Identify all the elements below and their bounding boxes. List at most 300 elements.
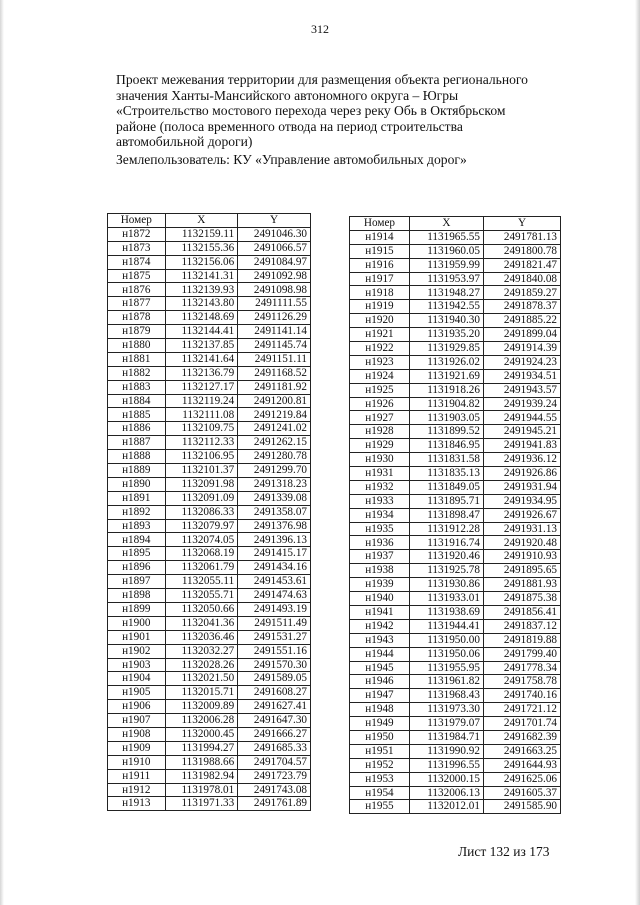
heading-line: районе (полоса временного отвода на период строительства [116, 118, 463, 134]
x-coordinate-cell: 1132006.28 [165, 714, 238, 728]
y-coordinate-cell: 2491701.74 [483, 717, 560, 731]
point-number-cell: н1936 [350, 536, 410, 550]
point-number-cell: н1946 [350, 675, 410, 689]
x-coordinate-cell: 1131955.95 [409, 661, 483, 675]
table-row [108, 783, 311, 797]
y-coordinate-cell: 2491241.02 [238, 422, 311, 436]
y-coordinate-cell: 2491926.86 [483, 467, 560, 481]
point-number-cell: н1918 [350, 286, 410, 300]
y-coordinate-cell: 2491939.24 [483, 397, 560, 411]
point-number-cell: н1938 [350, 564, 410, 578]
y-coordinate-cell: 2491111.55 [238, 297, 311, 311]
point-number-cell: н1888 [108, 450, 166, 464]
table-row [350, 439, 561, 453]
table-row [350, 480, 561, 494]
y-coordinate-cell: 2491126.29 [238, 311, 311, 325]
document-heading [116, 72, 576, 168]
table-row [108, 644, 311, 658]
table-row [108, 602, 311, 616]
table-row [350, 786, 561, 800]
point-number-cell: н1939 [350, 578, 410, 592]
y-coordinate-cell: 2491145.74 [238, 339, 311, 353]
x-coordinate-cell: 1131899.52 [409, 425, 483, 439]
y-coordinate-cell: 2491151.11 [238, 352, 311, 366]
y-coordinate-cell: 2491881.93 [483, 578, 560, 592]
table-row [108, 561, 311, 575]
x-coordinate-cell: 1132137.85 [165, 339, 238, 353]
table-row [108, 283, 311, 297]
x-coordinate-cell: 1132074.05 [165, 533, 238, 547]
point-number-cell: н1920 [350, 314, 410, 328]
x-coordinate-cell: 1131930.86 [409, 578, 483, 592]
point-number-cell: н1895 [108, 547, 166, 561]
header-x: X [409, 217, 483, 231]
y-coordinate-cell: 2491895.65 [483, 564, 560, 578]
table-row [108, 714, 311, 728]
table-row [108, 755, 311, 769]
point-number-cell: н1953 [350, 772, 410, 786]
point-number-cell: н1932 [350, 480, 410, 494]
table-row [350, 258, 561, 272]
point-number-cell: н1917 [350, 272, 410, 286]
y-coordinate-cell: 2491936.12 [483, 453, 560, 467]
table-row [108, 769, 311, 783]
y-coordinate-cell: 2491931.13 [483, 522, 560, 536]
point-number-cell: н1882 [108, 366, 166, 380]
x-coordinate-cell: 1131948.27 [409, 286, 483, 300]
table-row [350, 522, 561, 536]
point-number-cell: н1908 [108, 727, 166, 741]
point-number-cell: н1924 [350, 369, 410, 383]
x-coordinate-cell: 1131979.07 [409, 717, 483, 731]
heading-line: автомобильной дороги) [116, 134, 253, 150]
x-coordinate-cell: 1131960.05 [409, 244, 483, 258]
table-row [108, 797, 311, 811]
x-coordinate-cell: 1132086.33 [165, 505, 238, 519]
table-row [108, 450, 311, 464]
point-number-cell: н1872 [108, 227, 166, 241]
point-number-cell: н1891 [108, 491, 166, 505]
y-coordinate-cell: 2491066.57 [238, 241, 311, 255]
point-number-cell: н1949 [350, 717, 410, 731]
point-number-cell: н1909 [108, 741, 166, 755]
table-header-row [108, 214, 311, 228]
x-coordinate-cell: 1131912.28 [409, 522, 483, 536]
x-coordinate-cell: 1131944.41 [409, 619, 483, 633]
y-coordinate-cell: 2491299.70 [238, 464, 311, 478]
table-row [350, 689, 561, 703]
point-number-cell: н1950 [350, 730, 410, 744]
point-number-cell: н1919 [350, 300, 410, 314]
x-coordinate-cell: 1132091.09 [165, 491, 238, 505]
y-coordinate-cell: 2491723.79 [238, 769, 311, 783]
y-coordinate-cell: 2491800.78 [483, 244, 560, 258]
header-x: X [165, 214, 238, 228]
y-coordinate-cell: 2491856.41 [483, 605, 560, 619]
point-number-cell: н1881 [108, 352, 166, 366]
x-coordinate-cell: 1131926.02 [409, 355, 483, 369]
y-coordinate-cell: 2491318.23 [238, 477, 311, 491]
x-coordinate-cell: 1131982.94 [165, 769, 238, 783]
header-number: Номер [108, 214, 166, 228]
x-coordinate-cell: 1132112.33 [165, 436, 238, 450]
point-number-cell: н1925 [350, 383, 410, 397]
table-row [350, 772, 561, 786]
table-row [108, 700, 311, 714]
y-coordinate-cell: 2491924.23 [483, 355, 560, 369]
point-number-cell: н1935 [350, 522, 410, 536]
table-row [108, 533, 311, 547]
x-coordinate-cell: 1131984.71 [409, 730, 483, 744]
y-coordinate-cell: 2491704.57 [238, 755, 311, 769]
table-row [350, 397, 561, 411]
y-coordinate-cell: 2491682.39 [483, 730, 560, 744]
point-number-cell: н1874 [108, 255, 166, 269]
y-coordinate-cell: 2491280.78 [238, 450, 311, 464]
point-number-cell: н1954 [350, 786, 410, 800]
point-number-cell: н1890 [108, 477, 166, 491]
x-coordinate-cell: 1132012.01 [409, 800, 483, 814]
point-number-cell: н1930 [350, 453, 410, 467]
y-coordinate-cell: 2491396.13 [238, 533, 311, 547]
point-number-cell: н1940 [350, 592, 410, 606]
point-number-cell: н1947 [350, 689, 410, 703]
point-number-cell: н1892 [108, 505, 166, 519]
x-coordinate-cell: 1131849.05 [409, 480, 483, 494]
x-coordinate-cell: 1131950.06 [409, 647, 483, 661]
point-number-cell: н1887 [108, 436, 166, 450]
x-coordinate-cell: 1132006.13 [409, 786, 483, 800]
y-coordinate-cell: 2491219.84 [238, 408, 311, 422]
table-row [108, 464, 311, 478]
y-coordinate-cell: 2491878.37 [483, 300, 560, 314]
table-row [108, 741, 311, 755]
x-coordinate-cell: 1132141.64 [165, 352, 238, 366]
point-number-cell: н1904 [108, 672, 166, 686]
x-coordinate-cell: 1132041.36 [165, 616, 238, 630]
point-number-cell: н1937 [350, 550, 410, 564]
x-coordinate-cell: 1132159.11 [165, 227, 238, 241]
table-row [108, 575, 311, 589]
x-coordinate-cell: 1132148.69 [165, 311, 238, 325]
table-row [350, 272, 561, 286]
x-coordinate-cell: 1132000.15 [409, 772, 483, 786]
land-user-line: Землепользователь: КУ «Управление автомобильных дорог» [116, 151, 467, 167]
table-row [350, 564, 561, 578]
y-coordinate-cell: 2491046.30 [238, 227, 311, 241]
y-coordinate-cell: 2491934.95 [483, 494, 560, 508]
y-coordinate-cell: 2491910.93 [483, 550, 560, 564]
table-row [350, 661, 561, 675]
point-number-cell: н1912 [108, 783, 166, 797]
x-coordinate-cell: 1131988.66 [165, 755, 238, 769]
header-y: Y [238, 214, 311, 228]
point-number-cell: н1942 [350, 619, 410, 633]
point-number-cell: н1916 [350, 258, 410, 272]
y-coordinate-cell: 2491799.40 [483, 647, 560, 661]
x-coordinate-cell: 1132036.46 [165, 630, 238, 644]
y-coordinate-cell: 2491647.30 [238, 714, 311, 728]
table-row [350, 703, 561, 717]
point-number-cell: н1883 [108, 380, 166, 394]
table-row [350, 744, 561, 758]
x-coordinate-cell: 1132111.08 [165, 408, 238, 422]
table-row [350, 508, 561, 522]
x-coordinate-cell: 1131918.26 [409, 383, 483, 397]
y-coordinate-cell: 2491644.93 [483, 758, 560, 772]
table-row [108, 422, 311, 436]
x-coordinate-cell: 1131990.92 [409, 744, 483, 758]
sheet-footer: Лист 132 из 173 [458, 844, 550, 859]
x-coordinate-cell: 1131835.13 [409, 467, 483, 481]
table-row [108, 325, 311, 339]
table-row [350, 425, 561, 439]
x-coordinate-cell: 1131959.99 [409, 258, 483, 272]
y-coordinate-cell: 2491415.17 [238, 547, 311, 561]
point-number-cell: н1897 [108, 575, 166, 589]
x-coordinate-cell: 1131921.69 [409, 369, 483, 383]
table-row [350, 383, 561, 397]
table-row [108, 241, 311, 255]
x-coordinate-cell: 1131895.71 [409, 494, 483, 508]
y-coordinate-cell: 2491926.67 [483, 508, 560, 522]
point-number-cell: н1911 [108, 769, 166, 783]
y-coordinate-cell: 2491585.90 [483, 800, 560, 814]
y-coordinate-cell: 2491934.51 [483, 369, 560, 383]
x-coordinate-cell: 1131965.55 [409, 230, 483, 244]
table-row [350, 605, 561, 619]
x-coordinate-cell: 1132139.93 [165, 283, 238, 297]
y-coordinate-cell: 2491761.89 [238, 797, 311, 811]
point-number-cell: н1941 [350, 605, 410, 619]
y-coordinate-cell: 2491358.07 [238, 505, 311, 519]
table-row [350, 550, 561, 564]
point-number-cell: н1889 [108, 464, 166, 478]
y-coordinate-cell: 2491092.98 [238, 269, 311, 283]
point-number-cell: н1915 [350, 244, 410, 258]
y-coordinate-cell: 2491666.27 [238, 727, 311, 741]
point-number-cell: н1934 [350, 508, 410, 522]
x-coordinate-cell: 1131933.01 [409, 592, 483, 606]
y-coordinate-cell: 2491625.06 [483, 772, 560, 786]
point-number-cell: н1898 [108, 589, 166, 603]
heading-line: «Строительство мостового перехода через реку Обь в Октябрьском [116, 103, 506, 119]
y-coordinate-cell: 2491627.41 [238, 700, 311, 714]
table-row [108, 269, 311, 283]
y-coordinate-cell: 2491511.49 [238, 616, 311, 630]
table-row [108, 491, 311, 505]
table-row [108, 339, 311, 353]
x-coordinate-cell: 1131942.55 [409, 300, 483, 314]
point-number-cell: н1894 [108, 533, 166, 547]
y-coordinate-cell: 2491945.21 [483, 425, 560, 439]
x-coordinate-cell: 1132068.19 [165, 547, 238, 561]
coordinates-table-left [107, 213, 311, 811]
y-coordinate-cell: 2491721.12 [483, 703, 560, 717]
table-row [350, 328, 561, 342]
y-coordinate-cell: 2491589.05 [238, 672, 311, 686]
heading-line: значения Ханты-Мансийского автономного округа – Югры [116, 87, 459, 103]
table-row [350, 717, 561, 731]
y-coordinate-cell: 2491200.81 [238, 394, 311, 408]
point-number-cell: н1913 [108, 797, 166, 811]
y-coordinate-cell: 2491920.48 [483, 536, 560, 550]
table-row [350, 411, 561, 425]
table-row [108, 311, 311, 325]
table-row [350, 342, 561, 356]
table-row [350, 244, 561, 258]
point-number-cell: н1923 [350, 355, 410, 369]
table-row [108, 255, 311, 269]
x-coordinate-cell: 1132021.50 [165, 672, 238, 686]
page-number: 312 [311, 22, 329, 36]
table-row [108, 672, 311, 686]
coordinates-table-right [349, 216, 561, 814]
y-coordinate-cell: 2491262.15 [238, 436, 311, 450]
x-coordinate-cell: 1132156.06 [165, 255, 238, 269]
table-row [108, 727, 311, 741]
y-coordinate-cell: 2491743.08 [238, 783, 311, 797]
point-number-cell: н1929 [350, 439, 410, 453]
x-coordinate-cell: 1131925.78 [409, 564, 483, 578]
table-row [108, 408, 311, 422]
point-number-cell: н1928 [350, 425, 410, 439]
table-row [108, 366, 311, 380]
table-row [350, 592, 561, 606]
x-coordinate-cell: 1131920.46 [409, 550, 483, 564]
point-number-cell: н1943 [350, 633, 410, 647]
point-number-cell: н1896 [108, 561, 166, 575]
x-coordinate-cell: 1132032.27 [165, 644, 238, 658]
point-number-cell: н1903 [108, 658, 166, 672]
point-number-cell: н1931 [350, 467, 410, 481]
x-coordinate-cell: 1132127.17 [165, 380, 238, 394]
y-coordinate-cell: 2491781.13 [483, 230, 560, 244]
x-coordinate-cell: 1132106.95 [165, 450, 238, 464]
table-row [350, 675, 561, 689]
table-row [350, 230, 561, 244]
y-coordinate-cell: 2491551.16 [238, 644, 311, 658]
point-number-cell: н1878 [108, 311, 166, 325]
table-row [350, 286, 561, 300]
x-coordinate-cell: 1132055.11 [165, 575, 238, 589]
y-coordinate-cell: 2491453.61 [238, 575, 311, 589]
y-coordinate-cell: 2491859.27 [483, 286, 560, 300]
x-coordinate-cell: 1131978.01 [165, 783, 238, 797]
table-row [350, 355, 561, 369]
x-coordinate-cell: 1131971.33 [165, 797, 238, 811]
point-number-cell: н1880 [108, 339, 166, 353]
y-coordinate-cell: 2491840.08 [483, 272, 560, 286]
x-coordinate-cell: 1131938.69 [409, 605, 483, 619]
table-row [350, 730, 561, 744]
point-number-cell: н1905 [108, 686, 166, 700]
y-coordinate-cell: 2491376.98 [238, 519, 311, 533]
y-coordinate-cell: 2491685.33 [238, 741, 311, 755]
table-row [350, 647, 561, 661]
point-number-cell: н1900 [108, 616, 166, 630]
x-coordinate-cell: 1132141.31 [165, 269, 238, 283]
point-number-cell: н1914 [350, 230, 410, 244]
y-coordinate-cell: 2491875.38 [483, 592, 560, 606]
point-number-cell: н1926 [350, 397, 410, 411]
y-coordinate-cell: 2491758.78 [483, 675, 560, 689]
point-number-cell: н1884 [108, 394, 166, 408]
x-coordinate-cell: 1131935.20 [409, 328, 483, 342]
point-number-cell: н1873 [108, 241, 166, 255]
table-row [350, 453, 561, 467]
table-row [108, 589, 311, 603]
x-coordinate-cell: 1132009.89 [165, 700, 238, 714]
table-row [350, 633, 561, 647]
point-number-cell: н1955 [350, 800, 410, 814]
x-coordinate-cell: 1132079.97 [165, 519, 238, 533]
table-row [108, 686, 311, 700]
point-number-cell: н1899 [108, 602, 166, 616]
y-coordinate-cell: 2491434.16 [238, 561, 311, 575]
table-row [108, 630, 311, 644]
x-coordinate-cell: 1131846.95 [409, 439, 483, 453]
x-coordinate-cell: 1131968.43 [409, 689, 483, 703]
scan-edge-left [0, 0, 4, 905]
x-coordinate-cell: 1131940.30 [409, 314, 483, 328]
point-number-cell: н1893 [108, 519, 166, 533]
x-coordinate-cell: 1132136.79 [165, 366, 238, 380]
point-number-cell: н1945 [350, 661, 410, 675]
table-row [108, 547, 311, 561]
point-number-cell: н1921 [350, 328, 410, 342]
y-coordinate-cell: 2491885.22 [483, 314, 560, 328]
scan-edge-right [635, 0, 640, 905]
x-coordinate-cell: 1132144.41 [165, 325, 238, 339]
point-number-cell: н1886 [108, 422, 166, 436]
table-row [350, 467, 561, 481]
header-y: Y [483, 217, 560, 231]
table-row [108, 519, 311, 533]
x-coordinate-cell: 1132050.66 [165, 602, 238, 616]
y-coordinate-cell: 2491084.97 [238, 255, 311, 269]
point-number-cell: н1902 [108, 644, 166, 658]
table-row [350, 758, 561, 772]
x-coordinate-cell: 1132143.80 [165, 297, 238, 311]
x-coordinate-cell: 1131953.97 [409, 272, 483, 286]
table-row [350, 300, 561, 314]
y-coordinate-cell: 2491837.12 [483, 619, 560, 633]
y-coordinate-cell: 2491821.47 [483, 258, 560, 272]
y-coordinate-cell: 2491819.88 [483, 633, 560, 647]
point-number-cell: н1876 [108, 283, 166, 297]
table-row [108, 658, 311, 672]
y-coordinate-cell: 2491899.04 [483, 328, 560, 342]
y-coordinate-cell: 2491740.16 [483, 689, 560, 703]
y-coordinate-cell: 2491339.08 [238, 491, 311, 505]
x-coordinate-cell: 1131903.05 [409, 411, 483, 425]
y-coordinate-cell: 2491168.52 [238, 366, 311, 380]
x-coordinate-cell: 1132000.45 [165, 727, 238, 741]
point-number-cell: н1906 [108, 700, 166, 714]
point-number-cell: н1879 [108, 325, 166, 339]
y-coordinate-cell: 2491493.19 [238, 602, 311, 616]
x-coordinate-cell: 1131973.30 [409, 703, 483, 717]
point-number-cell: н1927 [350, 411, 410, 425]
point-number-cell: н1875 [108, 269, 166, 283]
y-coordinate-cell: 2491943.57 [483, 383, 560, 397]
point-number-cell: н1951 [350, 744, 410, 758]
y-coordinate-cell: 2491531.27 [238, 630, 311, 644]
x-coordinate-cell: 1132091.98 [165, 477, 238, 491]
table-row [108, 436, 311, 450]
point-number-cell: н1877 [108, 297, 166, 311]
